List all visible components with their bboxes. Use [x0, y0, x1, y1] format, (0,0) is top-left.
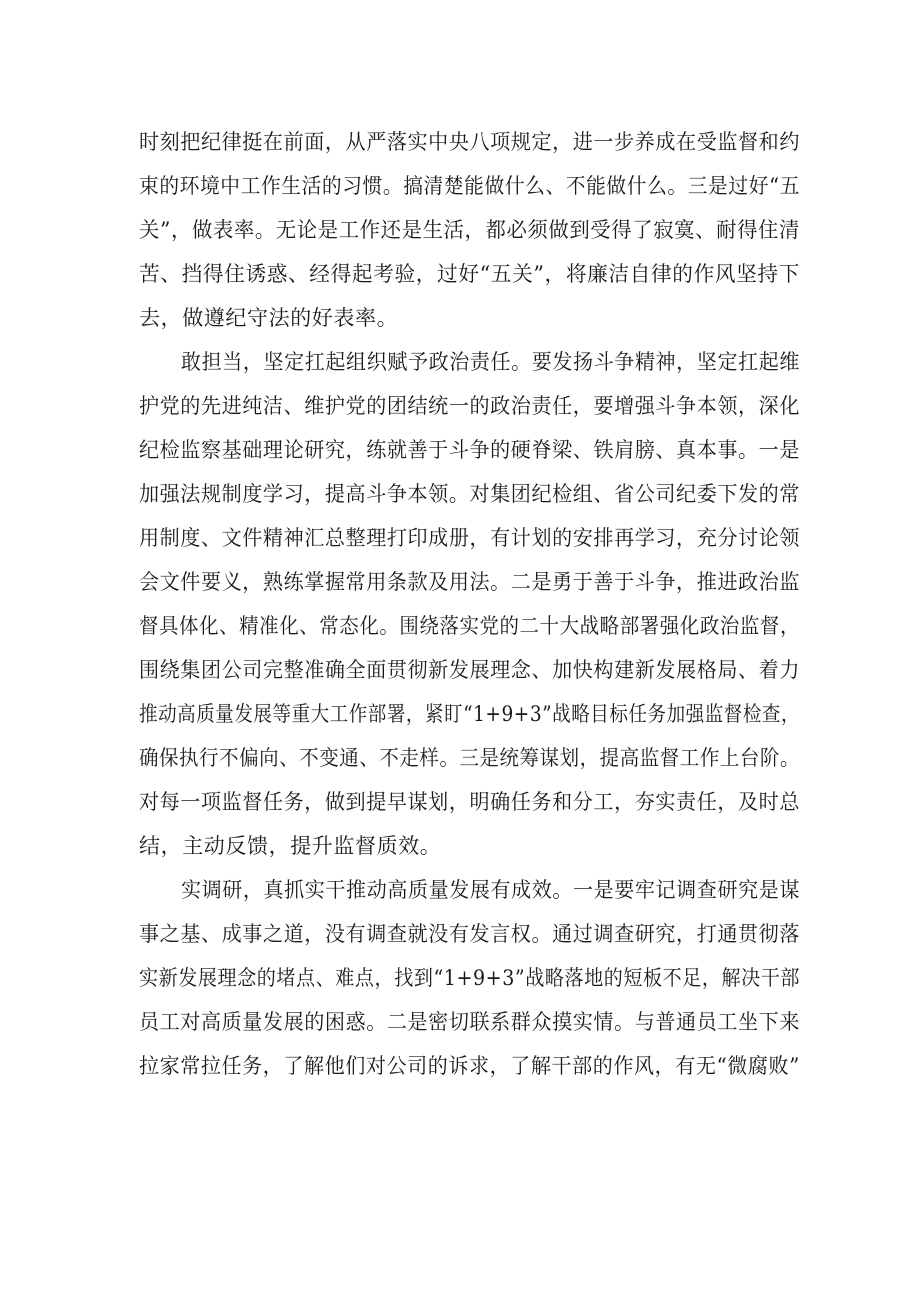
- text-line-13: 围绕集团公司完整准确全面贯彻新发展理念、加快构建新发展格局、着力: [139, 658, 800, 682]
- text-line-15: 确保执行不偏向、不变通、不走样。三是统筹谋划，提高监督工作上台阶。: [139, 746, 800, 770]
- text-line-11: 会文件要义，熟练掌握常用条款及用法。二是勇于善于斗争，推进政治监: [139, 570, 800, 594]
- text-line-5: 去，做遵纪守法的好表率。: [139, 306, 399, 330]
- text-line-4: 苦、挡得住诱惑、经得起考验，过好“五关”，将廉洁自律的作风坚持下: [139, 262, 801, 286]
- text-line-7: 护党的先进纯洁、维护党的团结统一的政治责任，要增强斗争本领，深化: [139, 394, 800, 418]
- text-line-9: 加强法规制度学习，提高斗争本领。对集团纪检组、省公司纪委下发的常: [139, 482, 800, 506]
- text-line-22: 拉家常拉任务，了解他们对公司的诉求，了解干部的作风，有无“微腐败”: [139, 1054, 800, 1078]
- text-line-16: 对每一项监督任务，做到提早谋划，明确任务和分工，夯实责任，及时总: [139, 790, 800, 814]
- text-line-19: 事之基、成事之道，没有调查就没有发言权。通过调查研究，打通贯彻落: [139, 922, 800, 946]
- text-line-3: 关”，做表率。无论是工作还是生活，都必须做到受得了寂寞、耐得住清: [139, 218, 800, 242]
- text-line-12: 督具体化、精准化、常态化。围绕落实党的二十大战略部署强化政治监督，: [139, 614, 800, 638]
- text-line-1: 时刻把纪律挺在前面，从严落实中央八项规定，进一步养成在受监督和约: [139, 130, 800, 154]
- text-line-17: 结，主动反馈，提升监督质效。: [139, 834, 442, 858]
- paragraph-2-first-line: 敢担当，坚定扛起组织赋予政治责任。要发扬斗争精神，坚定扛起维: [181, 350, 800, 374]
- text-line-10: 用制度、文件精神汇总整理打印成册，有计划的安排再学习，充分讨论领: [139, 526, 800, 550]
- text-line-20: 实新发展理念的堵点、难点，找到“1+9+3”战略落地的短板不足，解决干部: [139, 966, 801, 990]
- text-line-2: 束的环境中工作生活的习惯。搞清楚能做什么、不能做什么。三是过好“五: [139, 174, 801, 198]
- text-line-8: 纪检监察基础理论研究，练就善于斗争的硬脊梁、铁肩膀、真本事。一是: [139, 438, 800, 462]
- text-line-14: 推动高质量发展等重大工作部署，紧盯“1+9+3”战略目标任务加强监督检查，: [139, 702, 801, 726]
- text-line-21: 员工对高质量发展的困惑。二是密切联系群众摸实情。与普通员工坐下来: [139, 1010, 800, 1034]
- paragraph-3-first-line: 实调研，真抓实干推动高质量发展有成效。一是要牢记调查研究是谋: [181, 878, 800, 902]
